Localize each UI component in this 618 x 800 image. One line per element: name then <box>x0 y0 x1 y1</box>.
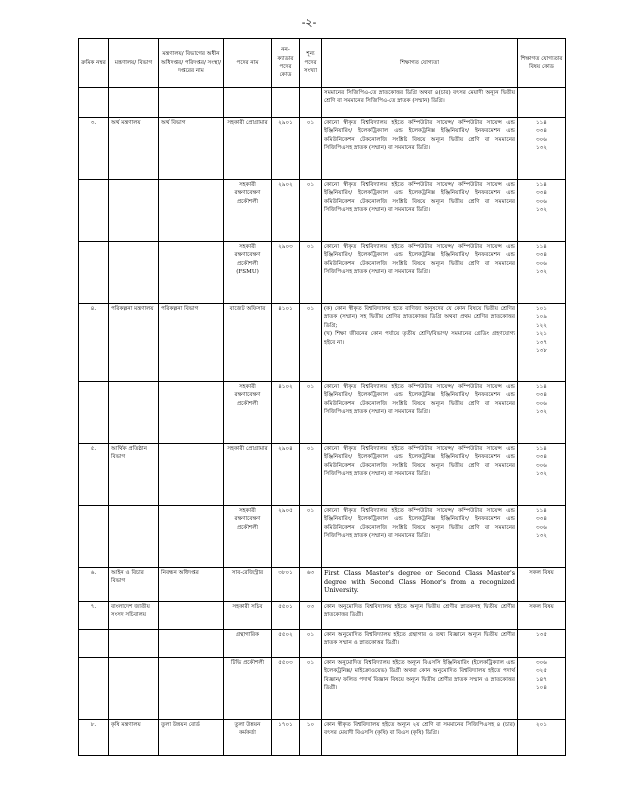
office-cell <box>159 658 224 720</box>
post-cell: সহকারী প্রোগ্রামার <box>224 444 272 506</box>
header-code: নন-ক্যাডার পদের কোড <box>272 39 300 88</box>
qualification-text: কোনো স্বীকৃত বিশ্ববিদ্যালয় হইতে কম্পিউটার সায়েন্স/ কম্পিউটার সায়েন্স এন্ড ইঞ্জিনিয়ারিং/ ইলেকট্রিক্যাল এন্ড ইলেকট্রনিক্স ইঞ্জিনিয়ারিং/ ইনফরমেশন এন্ড কমিউনিকেশন টেকনোলজি সংশ্লিষ্ট বিষয়ে অন্যূন দ্বিতীয় শ্রেণি বা সমমানের সিজিপিএসহ স্নাতক (সম্মান) বা সমমানের ডিগ্রি। <box>324 120 515 152</box>
subject-code: ১১৪ <box>536 244 547 250</box>
ministry-cell <box>109 180 159 242</box>
subject-code: ১৩২ <box>536 269 547 276</box>
serial-cell: ৩. <box>79 118 109 180</box>
header-qualification: শিক্ষাগত যোগ্যতা <box>322 39 518 88</box>
table-row <box>79 88 566 118</box>
vacancy-cell <box>300 88 322 118</box>
code-cell: ৫৫০২ <box>272 630 300 658</box>
serial-cell <box>79 506 109 568</box>
vacancy-table <box>78 38 566 756</box>
qualification-text: কোনো স্বীকৃত বিশ্ববিদ্যালয় হইতে কম্পিউটার সায়েন্স/ কম্পিউটার সায়েন্স এন্ড ইঞ্জিনিয়ারিং/ ইলেকট্রিক্যাল এন্ড ইলেকট্রনিক্স ইঞ্জিনিয়ারিং/ ইনফরমেশন এন্ড কমিউনিকেশন টেকনোলজি সংশ্লিষ্ট বিষয়ে অন্যূন দ্বিতীয় শ্রেণি বা সমমানের সিজিপিএসহ স্নাতক (সম্মান) বা সমমানের ডিগ্রি। <box>324 508 515 540</box>
subject-code: ১১৪ <box>536 182 547 188</box>
serial-cell: ৪. <box>79 304 109 382</box>
serial-cell <box>79 242 109 304</box>
qualification-text: কোনো স্বীকৃত বিশ্ববিদ্যালয় হইতে কম্পিউটার সায়েন্স/ কম্পিউটার সায়েন্স এন্ড ইঞ্জিনিয়ারিং/ ইলেকট্রিক্যাল এন্ড ইলেকট্রনিক্স ইঞ্জিনিয়ারিং/ ইনফরমেশন এন্ড কমিউনিকেশন টেকনোলজি সংশ্লিষ্ট বিষয়ে অন্যূন দ্বিতীয় শ্রেণি বা সমমানের সিজিপিএসহ স্নাতক (সম্মান) বা সমমানের ডিগ্রি। <box>324 244 515 276</box>
qualification-text: কোনো স্বীকৃত বিশ্ববিদ্যালয় হইতে কম্পিউটার সায়েন্স/ কম্পিউটার সায়েন্স এন্ড ইঞ্জিনিয়ারিং/ ইলেকট্রিক্যাল এন্ড ইলেকট্রনিক্স ইঞ্জিনিয়ারিং/ ইনফরমেশন এন্ড কমিউনিকেশন টেকনোলজি সংশ্লিষ্ট বিষয়ে অন্যূন দ্বিতীয় শ্রেণি বা সমমানের সিজিপিএসহ স্নাতক (সম্মান) বা সমমানের ডিগ্রি। <box>324 384 515 416</box>
post-cell: সহকারী সচিব <box>224 602 272 630</box>
ministry-cell <box>109 630 159 658</box>
table-row <box>79 242 566 304</box>
qualification-cell <box>322 242 518 304</box>
serial-cell <box>79 88 109 118</box>
vacancy-cell: ০১ <box>300 630 322 658</box>
code-cell: ২৯০৩ <box>272 242 300 304</box>
serial-cell <box>79 658 109 720</box>
header-ministry: মন্ত্রণালয়/ বিভাগ <box>109 39 159 88</box>
ministry-cell: অর্থ মন্ত্রণালয় <box>109 118 159 180</box>
ministry-cell: আইন ও বিচার বিভাগ <box>109 568 159 602</box>
post-cell: সহকারী রক্ষণাবেক্ষণ প্রকৌশলী <box>224 382 272 444</box>
post-cell: সহকারী রক্ষণাবেক্ষণ প্রকৌশলী <box>224 180 272 242</box>
code-cell: ২৯০৪ <box>272 444 300 506</box>
table-row <box>79 382 566 444</box>
subject-code: ৩০৬ <box>536 136 547 143</box>
subject-code: ৩০৬ <box>536 524 547 531</box>
table-header-row <box>79 39 566 88</box>
table-row <box>79 720 566 756</box>
post-cell: তুলা উন্নয়ন কর্মকর্তা <box>224 720 272 756</box>
subject-code: ১৩২ <box>536 145 547 152</box>
subject-code: ১১৪ <box>536 120 547 126</box>
qualification-cell <box>322 568 518 602</box>
subject-code: ৩২৫ <box>536 668 547 675</box>
subject-code-cell <box>518 658 566 720</box>
office-cell <box>159 382 224 444</box>
post-cell: সহকারী প্রোগ্রামার <box>224 118 272 180</box>
vacancy-cell: ০১ <box>300 658 322 720</box>
qualification-text: কোন স্বীকৃত বিশ্ববিদ্যালয় হইতে অন্যূন ২য় শ্রেণি বা সমমানের সিজিপিএসহ ৪ (চার) বৎসর মেয়াদী বিএসসি (কৃষি) বা বিএস (কৃষি) ডিগ্রি। <box>324 722 515 737</box>
subject-code: ৩৩৪ <box>536 392 547 399</box>
subject-code-cell <box>518 180 566 242</box>
serial-cell <box>79 180 109 242</box>
qualification-text: কোন অনুমোদিত বিশ্ববিদ্যালয় হইতে অন্যূন দ্বিতীয় শ্রেণীর স্নাতকসহ দ্বিতীয় শ্রেণীর স্নাতকোত্তর ডিগ্রী। <box>324 604 515 619</box>
office-cell: পরিকল্পনা বিভাগ <box>159 304 224 382</box>
subject-code: ৩০৬ <box>536 260 547 267</box>
subject-code: ৩০৬ <box>536 400 547 407</box>
code-cell: ২৯০৫ <box>272 506 300 568</box>
subject-code: ১২১ <box>536 331 547 338</box>
subject-code: ১০৪ <box>536 685 547 692</box>
header-office: মন্ত্রণালয়/ বিভাগের অধীন অধিদপ্তর/ পরিদপ্তর/ সংস্থা/ দপ্তরের নাম <box>159 39 224 88</box>
qualification-cell <box>322 720 518 756</box>
vacancy-cell: ০১ <box>300 444 322 506</box>
office-cell: তুলা উন্নয়ন বোর্ড <box>159 720 224 756</box>
qualification-cell <box>322 602 518 630</box>
ministry-cell: বাংলাদেশ জাতীয় সংসদ সচিবালয় <box>109 602 159 630</box>
office-cell <box>159 88 224 118</box>
serial-cell <box>79 382 109 444</box>
ministry-cell <box>109 382 159 444</box>
vacancy-cell: ০৩ <box>300 602 322 630</box>
table-row <box>79 304 566 382</box>
subject-code: ১৩৭ <box>536 339 547 346</box>
table-row <box>79 602 566 630</box>
ministry-cell: পরিকল্পনা মন্ত্রণালয় <box>109 304 159 382</box>
header-subject-code: শিক্ষাগত যোগ্যতার বিষয় কোড <box>518 39 566 88</box>
header-post: পদের নাম <box>224 39 272 88</box>
code-cell: ২৯০১ <box>272 118 300 180</box>
vacancy-cell: ০১ <box>300 180 322 242</box>
subject-code: ১১৪ <box>536 446 547 452</box>
subject-code: ১৩২ <box>536 471 547 478</box>
serial-cell: ৬. <box>79 568 109 602</box>
code-cell: ৫৫০১ <box>272 602 300 630</box>
qualification-cell <box>322 304 518 382</box>
office-cell: অর্থ বিভাগ <box>159 118 224 180</box>
subject-code-cell <box>518 118 566 180</box>
qualification-text: কোন অনুমোদিত বিশ্ববিদ্যালয় হইতে গ্রন্থাগার ও তথ্য বিজ্ঞানে অন্যূন দ্বিতীয় শ্রেণীর স্নাতক সম্মান ও স্নাতকোত্তর ডিগ্রী। <box>324 632 515 647</box>
qualification-text: (ক) কোন স্বীকৃত বিশ্ববিদ্যালয় হতে বাণিজ্য অনুষদের যে কোন বিষয়ে দ্বিতীয় শ্রেণির স্নাতক (সম্মান) সহ দ্বিতীয় শ্রেণির স্নাতকোত্তর ডিগ্রি অথবা প্রথম শ্রেণির স্নাতকোত্তর ডিগ্রি; <box>324 306 515 329</box>
subject-code: ১০৯ <box>536 314 547 321</box>
header-vacancy: শূন্য পদের সংখ্যা <box>300 39 322 88</box>
code-cell: ১৭০১ <box>272 720 300 756</box>
ministry-cell <box>109 658 159 720</box>
subject-code-cell <box>518 568 566 602</box>
subject-code: ৩৩৪ <box>536 516 547 523</box>
table-row <box>79 444 566 506</box>
subject-code: ১৩৫ <box>536 632 547 638</box>
qualification-cell <box>322 444 518 506</box>
code-cell <box>272 88 300 118</box>
code-cell: ২৯০২ <box>272 180 300 242</box>
office-cell: নিবন্ধন অধিদপ্তর <box>159 568 224 602</box>
serial-cell: ৭. <box>79 602 109 630</box>
table-row <box>79 180 566 242</box>
subject-code-cell <box>518 506 566 568</box>
subject-code-cell <box>518 88 566 118</box>
table-row <box>79 118 566 180</box>
subject-code: ৩০৬ <box>536 462 547 469</box>
qualification-cell <box>322 118 518 180</box>
serial-cell: ৫. <box>79 444 109 506</box>
subject-code: ৩৩৪ <box>536 454 547 461</box>
ministry-cell <box>109 88 159 118</box>
subject-code-cell <box>518 630 566 658</box>
ministry-cell <box>109 506 159 568</box>
qualification-text: সমমানের সিজিপিএ-তে স্নাতকোত্তর ডিগ্রি অথবা ৪(চার) বৎসর মেয়াদী অন্যূন দ্বিতীয় শ্রেণি বা সমমানের সিজিপিএ-তে স্নাতক (সম্মান) ডিগ্রি। <box>324 90 515 105</box>
vacancy-cell: ০১ <box>300 506 322 568</box>
post-cell <box>224 88 272 118</box>
code-cell: ৪১০২ <box>272 382 300 444</box>
qualification-cell <box>322 506 518 568</box>
table-row <box>79 630 566 658</box>
post-cell: সাব-রেজিস্ট্রার <box>224 568 272 602</box>
subject-code: ১৩২ <box>536 409 547 416</box>
qualification-cell <box>322 180 518 242</box>
code-cell: ৩৮০১ <box>272 568 300 602</box>
office-cell <box>159 242 224 304</box>
vacancy-cell: ১০ <box>300 720 322 756</box>
office-cell <box>159 602 224 630</box>
post-cell: সহকারী রক্ষণাবেক্ষণ প্রকৌশলী <box>224 506 272 568</box>
qualification-text: কোন অনুমোদিত বিশ্ববিদ্যালয় হইতে অন্যূন বিএসসি ইঞ্জিনিয়ারিং (ইলেকট্রিক্যাল এন্ড ইলেকট্রনিক্স/ মাইক্রোওয়েভ) ডিগ্রী অথবা কোন অনুমোদিত বিশ্ববিদ্যালয় হইতে পদার্থ বিজ্ঞান/ ফলিত পদার্থ বিজ্ঞান বিষয়ে অন্যূন দ্বিতীয় শ্রেণীর স্নাতক সম্মান ও স্নাতকোত্তর ডিগ্রী। <box>324 660 515 692</box>
code-cell: ৪১০১ <box>272 304 300 382</box>
post-cell: বাজেট অফিসার <box>224 304 272 382</box>
office-cell <box>159 444 224 506</box>
subject-code: ১৩৮ <box>536 347 547 354</box>
table-row <box>79 568 566 602</box>
office-cell <box>159 180 224 242</box>
subject-code: ১০১ <box>536 306 547 312</box>
subject-code-cell <box>518 444 566 506</box>
office-cell <box>159 630 224 658</box>
qualification-text: কোনো স্বীকৃত বিশ্ববিদ্যালয় হইতে কম্পিউটার সায়েন্স/ কম্পিউটার সায়েন্স এন্ড ইঞ্জিনিয়ারিং/ ইলেকট্রিক্যাল এন্ড ইলেকট্রনিক্স ইঞ্জিনিয়ারিং/ ইনফরমেশন এন্ড কমিউনিকেশন টেকনোলজি সংশ্লিষ্ট বিষয়ে অন্যূন দ্বিতীয় শ্রেণি বা সমমানের সিজিপিএসহ স্নাতক (সম্মান) বা সমমানের ডিগ্রি। <box>324 182 515 214</box>
ministry-cell: কৃষি মন্ত্রণালয় <box>109 720 159 756</box>
subject-code: ১১৪ <box>536 384 547 390</box>
subject-code-cell <box>518 720 566 756</box>
code-cell: ৫৫০৩ <box>272 658 300 720</box>
qualification-cell <box>322 382 518 444</box>
qualification-cell <box>322 630 518 658</box>
post-cell: সহকারী রক্ষণাবেক্ষণ প্রকৌশলী (FSMU) <box>224 242 272 304</box>
vacancy-cell: ০১ <box>300 382 322 444</box>
subject-code-cell <box>518 602 566 630</box>
table-row <box>79 658 566 720</box>
subject-code: ১৩২ <box>536 207 547 214</box>
post-cell: টিভি প্রকৌশলী <box>224 658 272 720</box>
ministry-cell: আর্থিক প্রতিষ্ঠান বিভাগ <box>109 444 159 506</box>
subject-code-cell <box>518 304 566 382</box>
subject-code: ৩৩৪ <box>536 190 547 197</box>
subject-code: ১৪৭ <box>536 676 547 683</box>
subject-code: ১৩২ <box>536 533 547 540</box>
subject-code: ২০১ <box>536 722 547 728</box>
qualification-text: কোনো স্বীকৃত বিশ্ববিদ্যালয় হইতে কম্পিউটার সায়েন্স/ কম্পিউটার সায়েন্স এন্ড ইঞ্জিনিয়ারিং/ ইলেকট্রিক্যাল এন্ড ইলেকট্রনিক্স ইঞ্জিনিয়ারিং/ ইনফরমেশন এন্ড কমিউনিকেশন টেকনোলজি সংশ্লিষ্ট বিষয়ে অন্যূন দ্বিতীয় শ্রেণি বা সমমানের সিজিপিএসহ স্নাতক (সম্মান) বা সমমানের ডিগ্রি। <box>324 446 515 478</box>
subject-code: ১২২ <box>536 322 547 329</box>
table-row <box>79 506 566 568</box>
subject-code: ৩০৬ <box>536 660 547 666</box>
header-serial: ক্রমিক নম্বর <box>79 39 109 88</box>
qualification-text: (খ) শিক্ষা জীবনের কোন পর্যায়ে তৃতীয় শ্রেণি/বিভাগ/ সমমানের গ্রেডিং গ্রহণযোগ্য হইবে না। <box>324 331 515 346</box>
subject-code-cell <box>518 382 566 444</box>
qualification-cell <box>322 88 518 118</box>
vacancy-cell: ৬৩ <box>300 568 322 602</box>
subject-code: ৩৩৪ <box>536 252 547 259</box>
serial-cell <box>79 630 109 658</box>
serial-cell: ৮. <box>79 720 109 756</box>
subject-code: সকল বিষয় <box>529 570 554 576</box>
vacancy-cell: ০১ <box>300 242 322 304</box>
office-cell <box>159 506 224 568</box>
qualification-cell <box>322 658 518 720</box>
subject-code: ১১৪ <box>536 508 547 514</box>
vacancy-cell: ০১ <box>300 118 322 180</box>
post-cell: গ্রন্থাগারিক <box>224 630 272 658</box>
vacancy-cell: ০১ <box>300 304 322 382</box>
subject-code: সকল বিষয় <box>529 604 554 610</box>
ministry-cell <box>109 242 159 304</box>
subject-code-cell <box>518 242 566 304</box>
subject-code: ৩০৬ <box>536 198 547 205</box>
qualification-text: First Class Master's degree or Second Class Master's degree with Second Class Honor's from a recognized University. <box>324 569 515 595</box>
subject-code: ৩৩৪ <box>536 128 547 135</box>
page-number: -২- <box>301 16 317 29</box>
